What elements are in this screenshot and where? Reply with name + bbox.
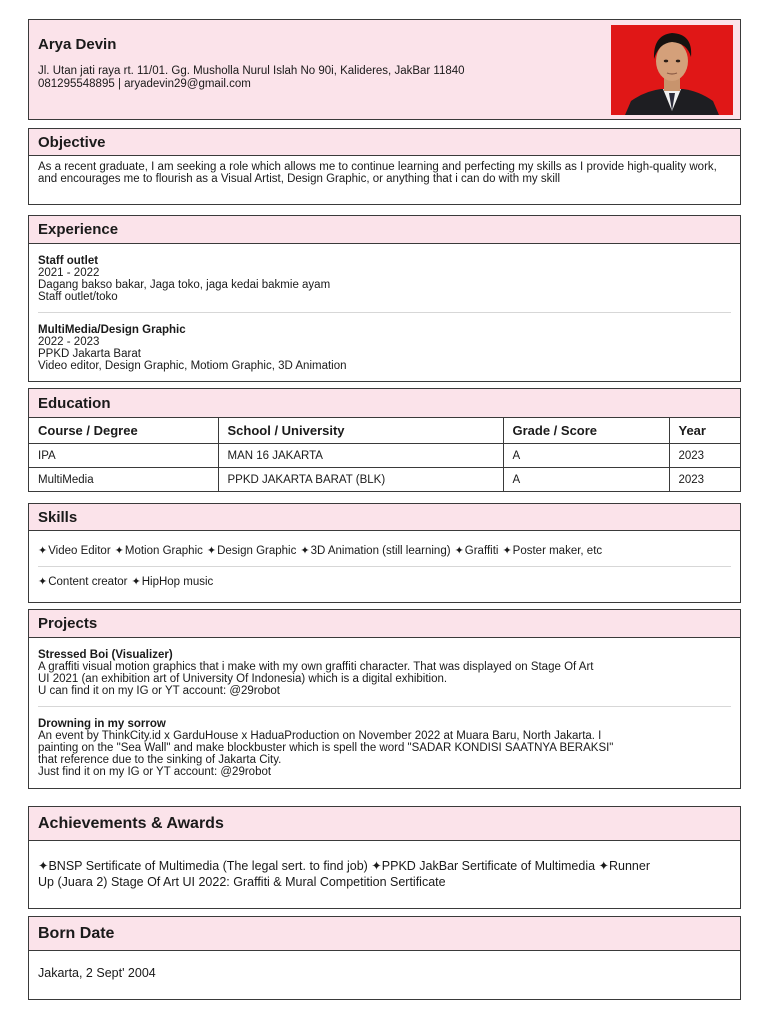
project-line: UI 2021 (an exhibition art of University Of Indonesia) which is a digital exhibition.: [38, 673, 448, 685]
experience-item: [38, 244, 731, 303]
column-header: Course / Degree: [29, 418, 218, 444]
person-portrait-icon: [611, 25, 733, 115]
job-detail: Staff outlet/toko: [38, 291, 118, 303]
project-name: Drowning in my sorrow: [38, 718, 166, 730]
achievements-text: [29, 841, 740, 890]
table-cell: A: [503, 444, 669, 468]
objective-section: [28, 128, 741, 205]
job-description: Dagang bakso bakar, Jaga toko, jaga kedai bakmie ayam: [38, 279, 331, 291]
job-years: 2021 - 2022: [38, 267, 100, 279]
column-header: Grade / Score: [503, 418, 669, 444]
four-point-star-icon: ✦: [38, 545, 48, 557]
skill-item: ✦3D Animation (still learning): [300, 545, 451, 557]
born-date-section: [28, 916, 741, 1000]
table-cell: 2023: [669, 444, 740, 468]
table-row: [29, 444, 740, 468]
contact-block: [38, 65, 465, 91]
job-detail: Video editor, Design Graphic, Motiom Graphic, 3D Animation: [38, 360, 347, 372]
skill-item: ✦Motion Graphic: [114, 545, 203, 557]
section-title: Projects: [29, 610, 740, 638]
section-title: Education: [29, 389, 740, 417]
table-cell: A: [503, 468, 669, 492]
project-line: U can find it on my IG or YT account: @29robot: [38, 685, 281, 697]
profile-photo: [611, 25, 733, 115]
four-point-star-icon: ✦: [300, 545, 310, 557]
project-line: Just find it on my IG or YT account: @29robot: [38, 766, 272, 778]
experience-section: [28, 215, 741, 382]
project-name: Stressed Boi (Visualizer): [38, 649, 173, 661]
job-years: 2022 - 2023: [38, 336, 100, 348]
candidate-name: Arya Devin: [38, 36, 117, 53]
project-item: [38, 706, 731, 778]
job-role: MultiMedia/Design Graphic: [38, 324, 186, 336]
achievement-line: ✦BNSP Sertificate of Multimedia (The legal sert. to find job) ✦PPKD JakBar Sertificate of Multimedia ✦Runner: [38, 859, 650, 873]
table-cell: 2023: [669, 468, 740, 492]
table-cell: MAN 16 JAKARTA: [218, 444, 503, 468]
four-point-star-icon: ✦: [206, 545, 217, 557]
skills-row: [38, 566, 731, 596]
table-row: [29, 468, 740, 492]
achievements-section: [28, 806, 741, 909]
four-point-star-icon: ✦: [454, 545, 464, 557]
address-text: Jl. Utan jati raya rt. 11/01. Gg. Musholla Nurul Islah No 90i, Kalideres, JakBar 11840: [38, 65, 465, 77]
skill-item: ✦Graffiti: [454, 545, 499, 557]
resume-header: [28, 19, 741, 120]
skill-item: ✦Content creator: [38, 575, 128, 588]
projects-section: [28, 609, 741, 789]
section-title: Born Date: [29, 917, 740, 951]
table-header-row: [29, 418, 740, 444]
table-cell: PPKD JAKARTA BARAT (BLK): [218, 468, 503, 492]
project-line: that reference due to the sinking of Jakarta City.: [38, 754, 282, 766]
experience-item: [38, 312, 731, 372]
table-cell: MultiMedia: [29, 468, 218, 492]
project-line: painting on the "Sea Wall" and make blockbuster which is spell the word "SADAR KONDISI SAATNYA BERAKSI": [38, 742, 614, 754]
section-title: Objective: [29, 129, 740, 156]
born-date-text: Jakarta, 2 Sept' 2004: [38, 966, 156, 980]
skill-item: ✦Poster maker, etc: [502, 545, 603, 557]
table-cell: IPA: [29, 444, 218, 468]
project-item: [38, 638, 731, 697]
project-line: An event by ThinkCity.id x GarduHouse x HaduaProduction on November 2022 at Muara Baru, North Jakarta. I: [38, 730, 602, 742]
four-point-star-icon: ✦: [502, 545, 512, 557]
project-line: A graffiti visual motion graphics that i make with my own graffiti character. That was displayed on Stage Of Art: [38, 661, 594, 673]
skill-item: ✦Video Editor: [38, 545, 111, 557]
achievement-line: Up (Juara 2) Stage Of Art UI 2022: Graffiti & Mural Competition Sertificate: [38, 875, 446, 889]
section-title: Experience: [29, 216, 740, 244]
section-title: Skills: [29, 504, 740, 531]
section-title: Achievements & Awards: [29, 807, 740, 841]
education-table: [29, 417, 740, 492]
skill-item: ✦Design Graphic: [206, 545, 297, 557]
skills-section: [28, 503, 741, 603]
column-header: Year: [669, 418, 740, 444]
objective-text: As a recent graduate, I am seeking a role which allows me to continue learning and perfecting my skills as I provide high-quality work, and encourages me to flourish as a Visual Artist, Design Graphic, or anything that i can do with my skill: [38, 161, 717, 185]
four-point-star-icon: ✦: [114, 545, 124, 557]
job-role: Staff outlet: [38, 255, 99, 267]
skills-row: [38, 536, 731, 566]
four-point-star-icon: ✦: [131, 575, 141, 588]
job-description: PPKD Jakarta Barat: [38, 348, 141, 360]
four-point-star-icon: ✦: [38, 575, 48, 588]
phone-email-text: 081295548895 | aryadevin29@gmail.com: [38, 78, 251, 90]
education-section: [28, 388, 741, 492]
skill-item: ✦HipHop music: [131, 575, 214, 588]
column-header: School / University: [218, 418, 503, 444]
